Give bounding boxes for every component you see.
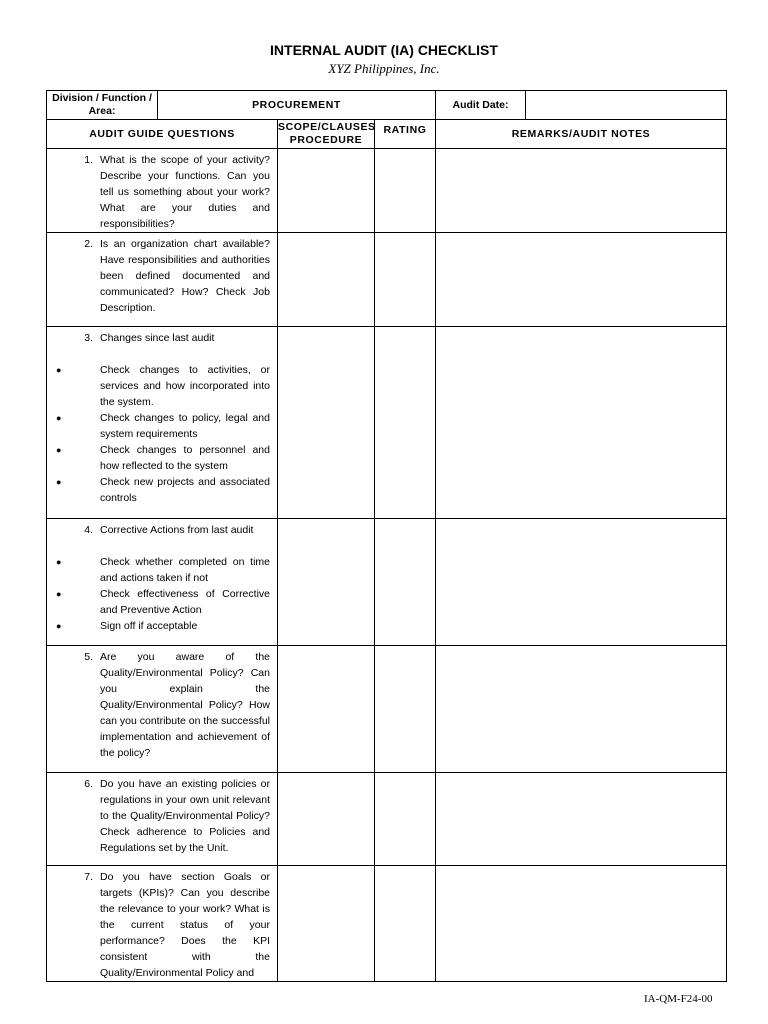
question-cell	[47, 773, 278, 866]
bullet-item	[56, 554, 270, 586]
question-cell	[47, 149, 278, 233]
scope-cell[interactable]	[278, 646, 375, 773]
question-number: 2.	[84, 238, 93, 250]
audit-checklist-table	[46, 90, 727, 982]
bullet-icon: ●	[56, 589, 62, 599]
remarks-cell[interactable]	[436, 233, 727, 327]
bullet-text: Check changes to policy, legal and system requirements	[100, 412, 270, 440]
question-cell	[47, 519, 278, 646]
question-text: Are you aware of the Quality/Environmental Policy? Can you explain the Quality/Environmental Policy? How can you contribute on the successful implementation and achievement of the policy?	[100, 651, 270, 759]
scope-cell[interactable]	[278, 519, 375, 646]
division-value: PROCUREMENT	[252, 99, 341, 111]
scope-cell[interactable]	[278, 866, 375, 982]
company-name: XYZ Philippines, Inc.	[328, 61, 440, 76]
question-row	[47, 866, 727, 982]
bullet-icon: ●	[56, 557, 62, 567]
checklist-body	[47, 91, 727, 982]
bullet-item	[56, 618, 270, 634]
remarks-cell[interactable]	[436, 773, 727, 866]
remarks-cell[interactable]	[436, 149, 727, 233]
question-text: Changes since last audit	[100, 332, 215, 344]
scope-cell[interactable]	[278, 327, 375, 519]
question-text: Is an organization chart available? Have responsibilities and authorities been defined documented and communicated? How? Check Job Description.	[100, 238, 270, 314]
column-header-row	[47, 120, 727, 149]
scope-header-cell	[278, 120, 375, 149]
bullet-text: Sign off if acceptable	[100, 620, 198, 632]
remarks-cell[interactable]	[436, 866, 727, 982]
question-content	[47, 233, 277, 316]
bullet-item	[56, 586, 270, 618]
question-cell	[47, 866, 278, 982]
question-text: Do you have section Goals or targets (KPIs)? Can you describe the relevance to your work? What is the current status of your performance? Does the KPI consistent with the Quality/Environmental Policy and	[100, 871, 270, 979]
bullet-icon: ●	[56, 445, 62, 455]
scope-column-header: SCOPE/CLAUSES PROCEDURE	[278, 121, 376, 146]
questions-header-cell	[47, 120, 278, 149]
info-row	[47, 91, 727, 120]
spacer	[100, 346, 270, 362]
scope-cell[interactable]	[278, 233, 375, 327]
audit-date-label: Audit Date:	[452, 99, 509, 111]
question-cell	[47, 233, 278, 327]
rating-cell[interactable]	[375, 519, 436, 646]
bullet-icon: ●	[56, 413, 62, 423]
spacer	[100, 538, 270, 554]
remarks-column-header: REMARKS/AUDIT NOTES	[511, 128, 651, 140]
rating-cell[interactable]	[375, 773, 436, 866]
remarks-cell[interactable]	[436, 646, 727, 773]
question-content	[47, 866, 277, 981]
rating-column-header: RATING	[383, 124, 427, 136]
division-label-cell	[47, 91, 158, 120]
scope-cell[interactable]	[278, 773, 375, 866]
division-value-cell[interactable]	[158, 91, 436, 120]
question-text: Corrective Actions from last audit	[100, 524, 254, 536]
rating-cell[interactable]	[375, 866, 436, 982]
question-content	[47, 519, 277, 634]
rating-cell[interactable]	[375, 327, 436, 519]
form-code: IA-QM-F24-00	[644, 993, 713, 1005]
bullet-text: Check changes to activities, or services and how incorporated into the system.	[100, 364, 270, 408]
remarks-cell[interactable]	[436, 519, 727, 646]
bullet-text: Check effectiveness of Corrective and Preventive Action	[100, 588, 270, 616]
bullet-item	[56, 410, 270, 442]
question-row	[47, 646, 727, 773]
document-title: INTERNAL AUDIT (IA) CHECKLIST	[270, 42, 498, 58]
division-label: Division / Function / Area:	[52, 92, 152, 117]
bullet-text: Check changes to personnel and how reflected to the system	[100, 444, 270, 472]
question-cell	[47, 327, 278, 519]
question-content	[47, 149, 277, 232]
rating-cell[interactable]	[375, 646, 436, 773]
question-row	[47, 519, 727, 646]
question-number: 4.	[84, 524, 93, 536]
question-number: 5.	[84, 651, 93, 663]
rating-cell[interactable]	[375, 149, 436, 233]
bullet-icon: ●	[56, 365, 62, 375]
question-number: 7.	[84, 871, 93, 883]
question-row	[47, 773, 727, 866]
bullet-icon: ●	[56, 621, 62, 631]
bullet-item	[56, 362, 270, 410]
question-content	[47, 773, 277, 856]
question-content	[47, 646, 277, 761]
question-text: What is the scope of your activity? Describe your functions. Can you tell us something about your work? What are your duties and responsibilities?	[100, 154, 270, 230]
bullet-text: Check new projects and associated controls	[100, 476, 270, 504]
rating-cell[interactable]	[375, 233, 436, 327]
bullet-item	[56, 474, 270, 506]
audit-date-value-cell[interactable]	[526, 91, 727, 120]
bullet-item	[56, 442, 270, 474]
bullet-icon: ●	[56, 477, 62, 487]
bullet-text: Check whether completed on time and actions taken if not	[100, 556, 270, 584]
question-content	[47, 327, 277, 506]
remarks-cell[interactable]	[436, 327, 727, 519]
question-text: Do you have an existing policies or regulations in your own unit relevant to the Quality/Environmental Policy? Check adherence to Policies and Regulations set by the Unit.	[100, 778, 270, 854]
remarks-header-cell	[436, 120, 727, 149]
rating-header-cell	[375, 120, 436, 149]
audit-date-label-cell	[436, 91, 526, 120]
question-number: 3.	[84, 332, 93, 344]
scope-cell[interactable]	[278, 149, 375, 233]
question-number: 1.	[84, 154, 93, 166]
question-row	[47, 233, 727, 327]
question-row	[47, 327, 727, 519]
question-cell	[47, 646, 278, 773]
question-row	[47, 149, 727, 233]
questions-column-header: AUDIT GUIDE QUESTIONS	[89, 128, 235, 140]
question-number: 6.	[84, 778, 93, 790]
